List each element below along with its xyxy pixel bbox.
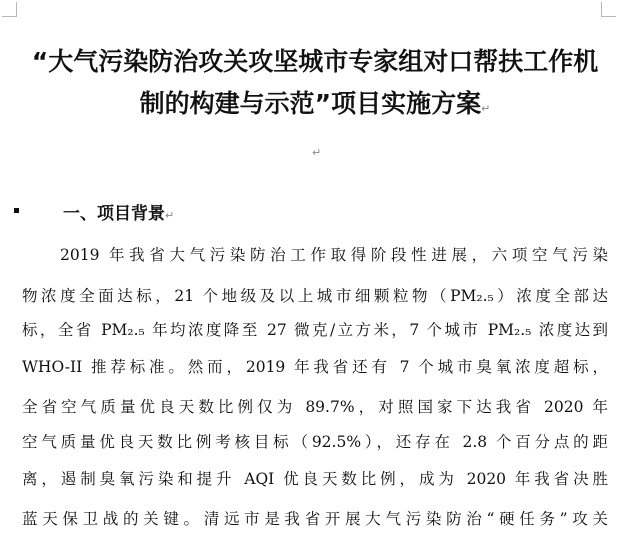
body-line-2: 物浓度全面达标，21 个地级及以上城市细颗粒物（PM₂.₅）浓度全部达 [22,287,608,305]
page-corner-mark-left [2,2,17,17]
body-line-5: 全省空气质量优良天数比例仅为 89.7%，对照国家下达我省 2020 年 [22,398,608,416]
list-bullet-icon [14,208,19,213]
document-title-line-1 [20,42,610,78]
body-line-6: 空气质量优良天数比例考核目标（92.5%），还存在 2.8 个百分点的距 [22,433,608,451]
title-text-2: 制的构建与示范”项目实施方案 [139,89,482,118]
page-corner-mark-right [601,2,616,17]
paragraph-mark-icon: ↵ [481,102,491,115]
body-line-7: 离，遏制臭氧污染和提升 AQI 优良天数比例，成为 2020 年我省决胜 [22,470,608,488]
document-title-line-2 [20,84,610,120]
section-heading-text: 一、项目背景 [63,204,165,224]
empty-paragraph-mark-icon: ↵ [312,146,322,159]
body-line-4: WHO-II 推荐标准。然而，2019 年我省还有 7 个城市臭氧浓度超标， [22,358,608,376]
title-text-1: “大气污染防治攻关攻坚城市专家组对口帮扶工作机 [31,47,599,76]
heading-paragraph-mark-icon: ↵ [165,209,175,222]
body-line-8: 蓝天保卫战的关键。清远市是我省开展大气污染防治“硬任务”攻关 [22,510,608,528]
body-line-3: 标，全省 PM₂.₅ 年均浓度降至 27 微克/立方米，7 个城市 PM₂.₅ 浓度达到 [22,321,608,339]
section-heading [63,199,174,224]
body-line-1: 2019 年我省大气污染防治工作取得阶段性进展，六项空气污染 [60,246,608,264]
